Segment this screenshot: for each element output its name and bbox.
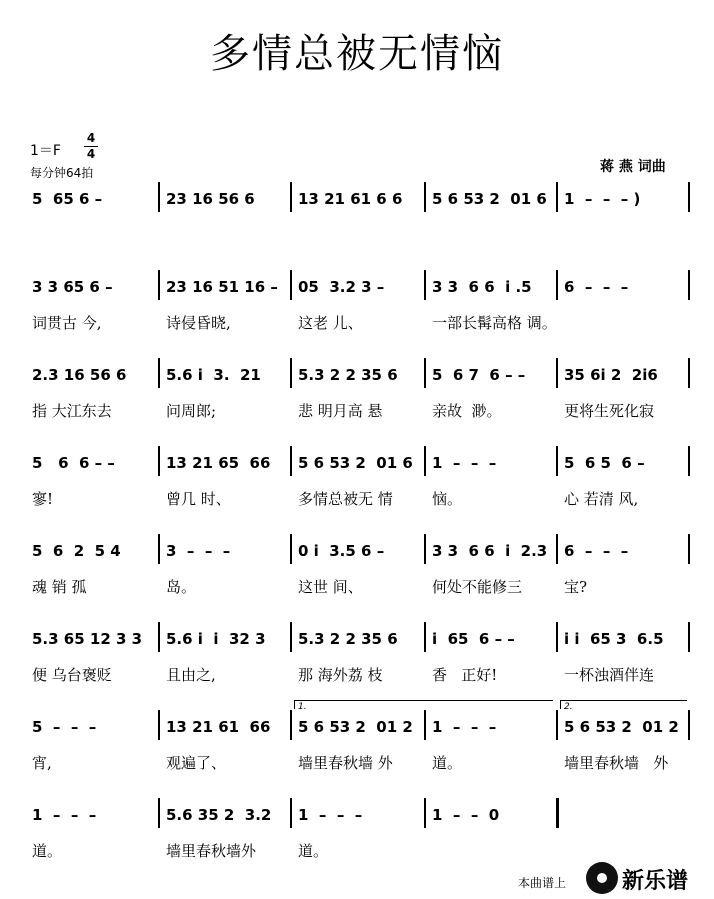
bar-line — [424, 358, 426, 388]
bar-line — [424, 182, 426, 212]
bar-line — [290, 358, 292, 388]
measure-notes: 13 21 61 66 — [166, 718, 271, 736]
measure-notes: 3 3 6 6 i 2.3 — [432, 542, 548, 560]
bar-line — [688, 446, 690, 476]
measure-notes: 05 3.2 3 – — [298, 278, 385, 296]
measure-notes: 23 16 56 6 — [166, 190, 255, 208]
measure-lyrics: 悲 明月高 悬 — [298, 402, 383, 420]
measure-lyrics: 心 若清 风, — [564, 490, 639, 508]
bar-line — [290, 622, 292, 652]
measure-lyrics: 一杯浊酒伴连 — [564, 666, 655, 684]
measure-lyrics: 岛。 — [166, 578, 197, 596]
measure-notes: 1 – – – — [432, 718, 497, 736]
measure-lyrics: 曾几 时、 — [166, 490, 231, 508]
measure-lyrics: 问周郎; — [166, 402, 217, 420]
measure-notes: 13 21 65 66 — [166, 454, 271, 472]
measure-lyrics: 道。 — [298, 842, 329, 860]
measure-notes: 5 6 5 6 – — [564, 454, 645, 472]
final-bar-line — [556, 798, 559, 828]
bar-line — [424, 534, 426, 564]
measure-lyrics: 这世 间、 — [298, 578, 363, 596]
bar-line — [556, 446, 558, 476]
measure-notes: 5 6 6 – – — [32, 454, 115, 472]
bar-line — [688, 182, 690, 212]
measure-notes: 6 – – – — [564, 278, 629, 296]
measure-notes: 3 3 65 6 – — [32, 278, 113, 296]
bar-line — [158, 710, 160, 740]
measure-lyrics: 观遍了、 — [166, 754, 227, 772]
measure-lyrics: 一部长髯高格 调。 — [432, 314, 557, 332]
measure-notes: 1 – – – ) — [564, 190, 641, 208]
bar-line — [556, 534, 558, 564]
measure-lyrics: 香 正好! — [432, 666, 498, 684]
measure-notes: 5.3 65 12 3 3 — [32, 630, 143, 648]
measure-notes: 5.3 2 2 35 6 — [298, 366, 398, 384]
volta-label-1: 1. — [298, 702, 307, 712]
bar-line — [556, 270, 558, 300]
measure-lyrics: 便 乌台褒贬 — [32, 666, 112, 684]
bar-line — [424, 710, 426, 740]
measure-notes: 5 6 53 2 01 2 — [298, 718, 413, 736]
tempo-marking: 每分钟64拍 — [30, 166, 94, 180]
measure-notes: 5 6 53 2 01 6 — [432, 190, 547, 208]
bar-line — [688, 358, 690, 388]
bar-line — [424, 446, 426, 476]
measure-lyrics: 词贯古 今, — [32, 314, 102, 332]
measure-notes: i 65 6 – – — [432, 630, 515, 648]
measure-notes: 5 6 2 5 4 — [32, 542, 121, 560]
bar-line — [556, 622, 558, 652]
volta-bracket-1 — [294, 700, 553, 712]
measure-notes: 5 65 6 – — [32, 190, 103, 208]
measure-notes: 1 – – – — [298, 806, 363, 824]
bar-line — [290, 446, 292, 476]
measure-lyrics: 墙里春秋墙外 — [166, 842, 257, 860]
measure-lyrics: 宵, — [32, 754, 52, 772]
bar-line — [290, 710, 292, 740]
volta-label-2: 2. — [564, 702, 573, 712]
bar-line — [158, 534, 160, 564]
measure-notes: 6 – – – — [564, 542, 629, 560]
measure-notes: 5 6 53 2 01 2 — [564, 718, 679, 736]
time-signature-top: 4 — [86, 131, 96, 145]
bar-line — [424, 270, 426, 300]
logo-disc-icon — [586, 862, 618, 894]
bar-line — [424, 622, 426, 652]
measure-lyrics: 那 海外荔 枝 — [298, 666, 383, 684]
measure-lyrics: 多情总被无 情 — [298, 490, 393, 508]
measure-notes: 5.6 35 2 3.2 — [166, 806, 272, 824]
measure-notes: 2.3 16 56 6 — [32, 366, 127, 384]
bar-line — [158, 270, 160, 300]
bar-line — [688, 270, 690, 300]
bar-line — [158, 182, 160, 212]
bar-line — [290, 798, 292, 828]
measure-notes: 35 6i 2 2i6 — [564, 366, 658, 384]
measure-notes: 5.6 i 3. 21 — [166, 366, 261, 384]
measure-lyrics: 道。 — [432, 754, 463, 772]
composer-credit: 蒋 燕 词曲 — [600, 159, 666, 175]
measure-notes: i i 65 3 6.5 — [564, 630, 664, 648]
measure-notes: 1 – – – — [432, 454, 497, 472]
measure-notes: 5.3 2 2 35 6 — [298, 630, 398, 648]
measure-notes: 3 3 6 6 i .5 — [432, 278, 532, 296]
measure-lyrics: 何处不能修三 — [432, 578, 523, 596]
key-signature: 1＝F — [30, 143, 61, 159]
measure-lyrics: 宝? — [564, 578, 588, 596]
measure-notes: 0 i 3.5 6 – — [298, 542, 385, 560]
measure-lyrics: 寥! — [32, 490, 54, 508]
site-logo: 新乐谱 — [622, 869, 689, 894]
bar-line — [290, 534, 292, 564]
measure-lyrics: 更将生死化寂 — [564, 402, 655, 420]
measure-lyrics: 诗侵昏晓, — [166, 314, 231, 332]
measure-notes: 5 6 7 6 – – — [432, 366, 526, 384]
measure-notes: 23 16 51 16 – — [166, 278, 278, 296]
bar-line — [290, 270, 292, 300]
measure-notes: 3 – – – — [166, 542, 231, 560]
volta-bracket-2 — [560, 700, 687, 712]
measure-lyrics: 这老 儿、 — [298, 314, 363, 332]
bar-line — [158, 446, 160, 476]
bar-line — [556, 182, 558, 212]
song-title: 多情总被无情恼 — [210, 31, 504, 77]
measure-notes: 5.6 i i 32 3 — [166, 630, 266, 648]
measure-lyrics: 亲故 渺。 — [432, 402, 502, 420]
measure-notes: 5 6 53 2 01 6 — [298, 454, 413, 472]
measure-lyrics: 魂 销 孤 — [32, 578, 87, 596]
measure-notes: 1 – – 0 — [432, 806, 500, 824]
measure-lyrics: 恼。 — [432, 490, 463, 508]
time-signature-bottom: 4 — [86, 147, 96, 161]
measure-lyrics: 墙里春秋墙 外 — [298, 754, 393, 772]
bar-line — [688, 710, 690, 740]
bar-line — [688, 534, 690, 564]
measure-notes: 13 21 61 6 6 — [298, 190, 403, 208]
footer-source: 本曲谱上 — [518, 876, 567, 890]
bar-line — [158, 798, 160, 828]
measure-notes: 1 – – – — [32, 806, 97, 824]
measure-lyrics: 道。 — [32, 842, 63, 860]
bar-line — [556, 710, 558, 740]
time-signature — [84, 132, 98, 161]
bar-line — [158, 358, 160, 388]
bar-line — [424, 798, 426, 828]
measure-notes: 5 – – – — [32, 718, 97, 736]
bar-line — [158, 622, 160, 652]
measure-lyrics: 墙里春秋墙 外 — [564, 754, 669, 772]
measure-lyrics: 且由之, — [166, 666, 216, 684]
bar-line — [688, 622, 690, 652]
bar-line — [556, 358, 558, 388]
bar-line — [290, 182, 292, 212]
measure-lyrics: 指 大江东去 — [32, 402, 112, 420]
